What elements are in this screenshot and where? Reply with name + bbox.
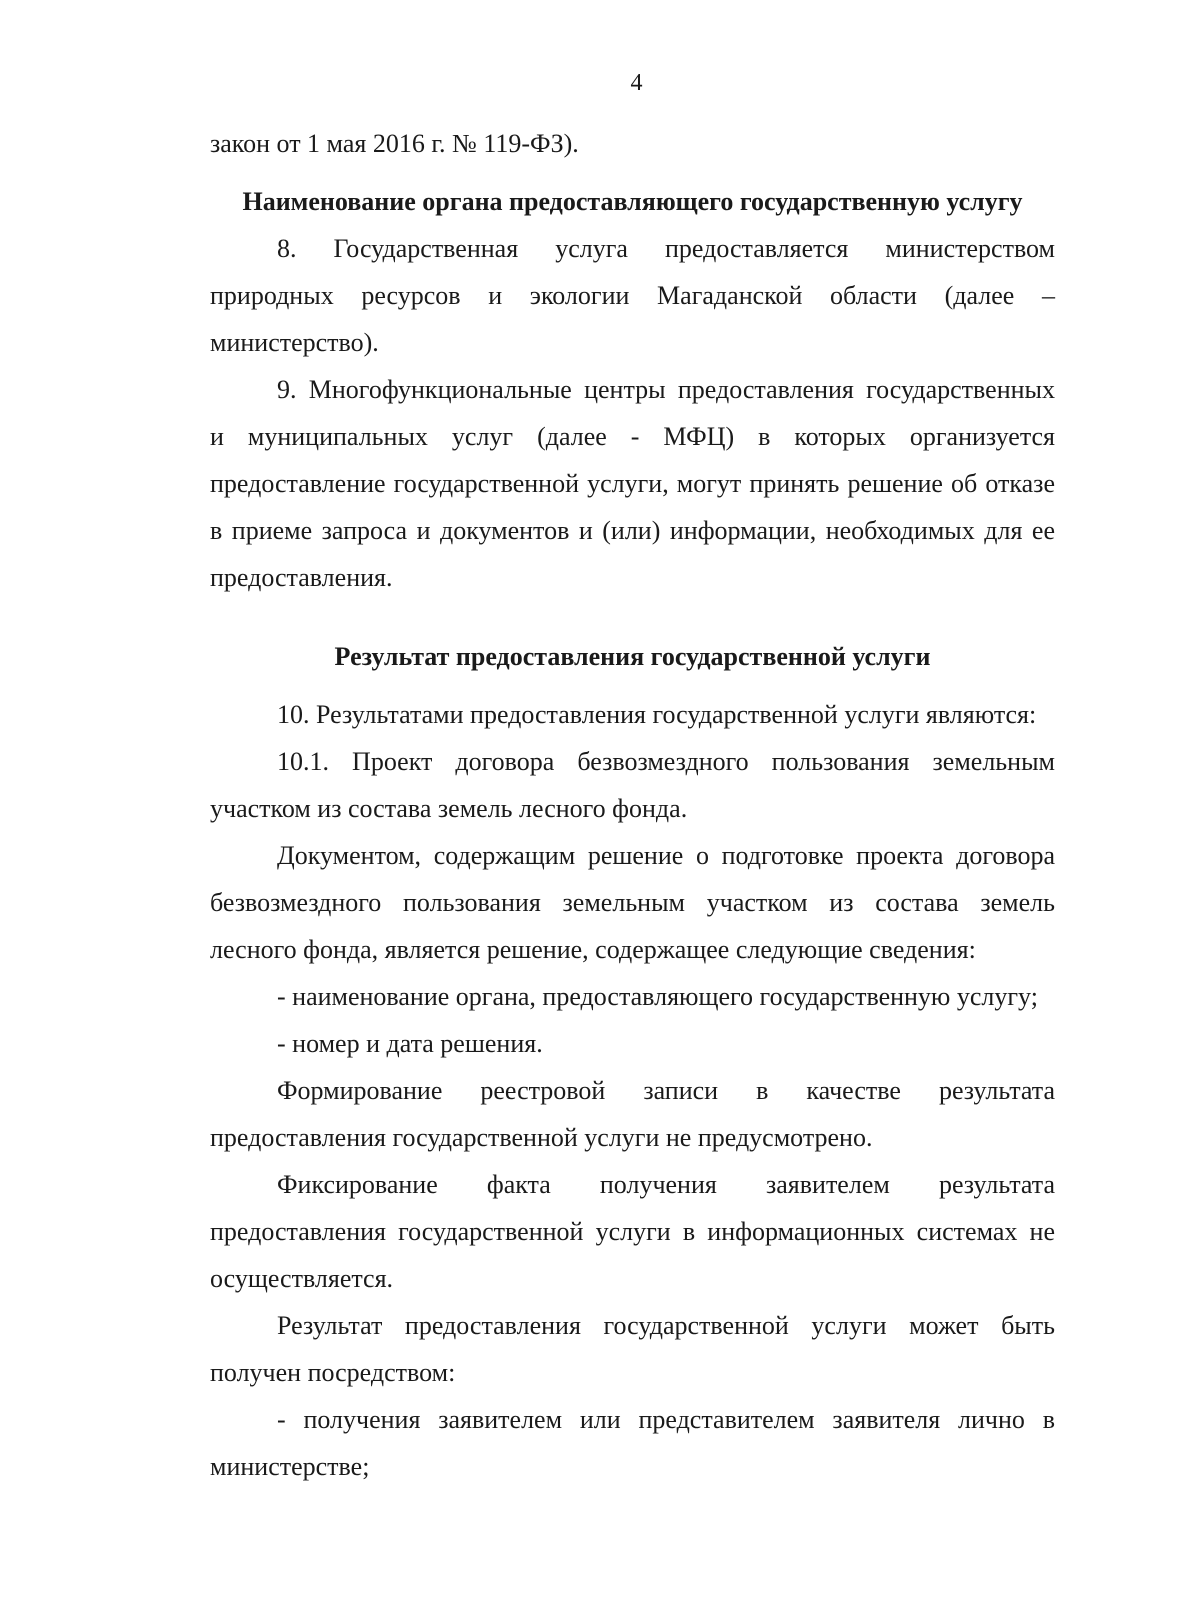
paragraph-line: участком из состава земель лесного фонда. bbox=[210, 794, 688, 823]
paragraph-line: 9. Многофункциональные центры предоставления государственных bbox=[277, 375, 1055, 404]
paragraph-line: и муниципальных услуг (далее - МФЦ) в которых организуется bbox=[210, 422, 1055, 451]
paragraph-line: осуществляется. bbox=[210, 1264, 394, 1293]
paragraph-line: предоставление государственной услуги, могут принять решение об отказе bbox=[210, 469, 1055, 498]
document-body bbox=[210, 120, 1055, 1490]
paragraph-line: 10. Результатами предоставления государственной услуги являются: bbox=[277, 700, 1037, 729]
paragraph-line: предоставления государственной услуги не предусмотрено. bbox=[210, 1123, 873, 1152]
paragraph-line: закон от 1 мая 2016 г. № 119-ФЗ). bbox=[210, 129, 579, 158]
paragraph-line: лесного фонда, является решение, содержащее следующие сведения: bbox=[210, 935, 976, 964]
paragraph-line: предоставления государственной услуги в информационных системах не bbox=[210, 1217, 1055, 1246]
list-item: - номер и дата решения. bbox=[277, 1029, 543, 1058]
paragraph-line: безвозмездного пользования земельным участком из состава земель bbox=[210, 888, 1055, 917]
paragraph-line: природных ресурсов и экологии Магаданской области (далее – bbox=[210, 281, 1055, 310]
paragraph-line: Документом, содержащим решение о подготовке проекта договора bbox=[277, 841, 1055, 870]
paragraph-line: Формирование реестровой записи в качестве результата bbox=[277, 1076, 1055, 1105]
paragraph-line: 8. Государственная услуга предоставляется министерством bbox=[277, 234, 1055, 263]
paragraph-line: в приеме запроса и документов и (или) информации, необходимых для ее bbox=[210, 516, 1055, 545]
list-item: министерстве; bbox=[210, 1452, 370, 1481]
list-item: - наименование органа, предоставляющего государственную услугу; bbox=[277, 982, 1038, 1011]
paragraph-line: предоставления. bbox=[210, 563, 393, 592]
paragraph-line: получен посредством: bbox=[210, 1358, 456, 1387]
paragraph-line: 10.1. Проект договора безвозмездного пользования земельным bbox=[277, 747, 1055, 776]
paragraph-line: Результат предоставления государственной услуги может быть bbox=[277, 1311, 1055, 1340]
paragraph-line: министерство). bbox=[210, 328, 379, 357]
paragraph-line: Фиксирование факта получения заявителем результата bbox=[277, 1170, 1055, 1199]
section-heading: Наименование органа предоставляющего государственную услугу bbox=[242, 187, 1023, 216]
list-item: - получения заявителем или представителем заявителя лично в bbox=[277, 1405, 1055, 1434]
page-number: 4 bbox=[630, 70, 643, 96]
section-heading: Результат предоставления государственной услуги bbox=[334, 642, 931, 671]
